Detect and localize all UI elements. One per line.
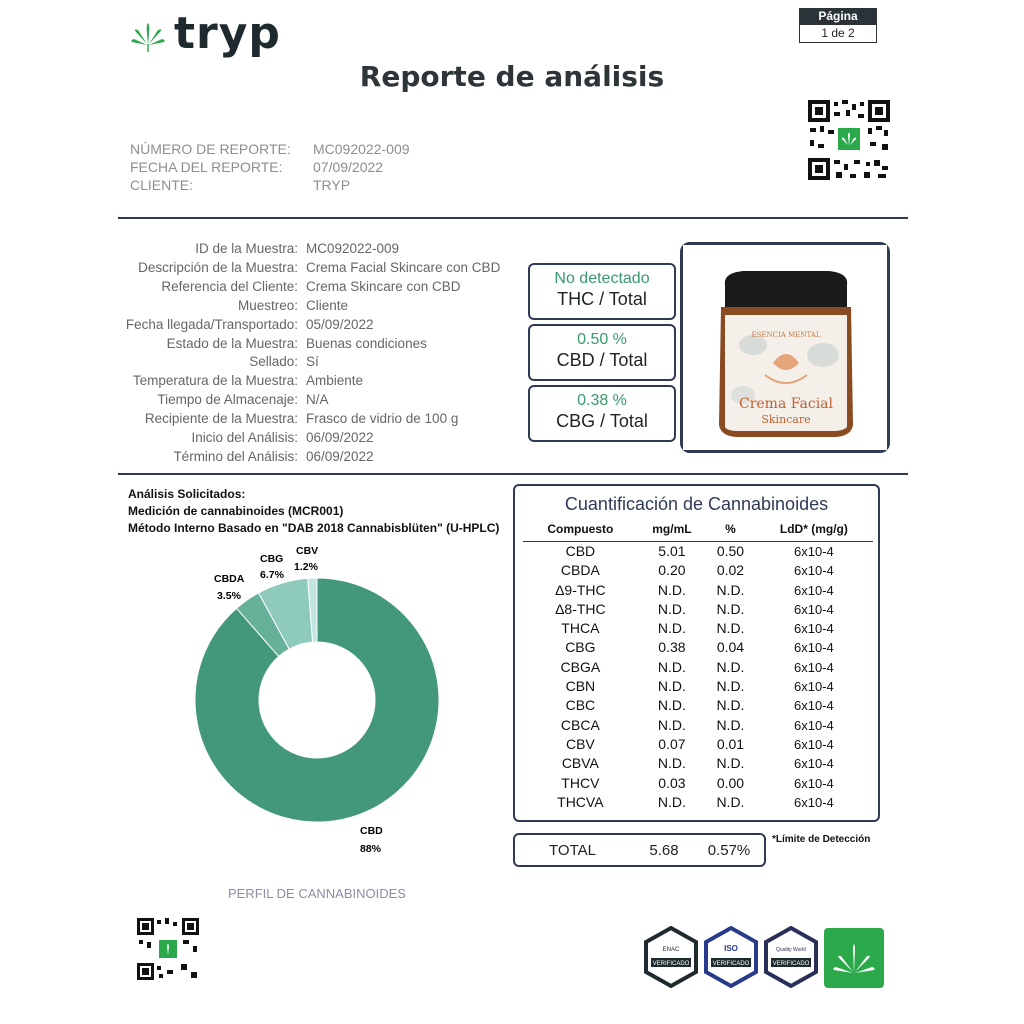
sample-value: Crema Facial Skincare con CBD [306, 259, 501, 275]
sample-info [0, 240, 500, 467]
meta-row [130, 140, 410, 158]
summary-value: 0.38 % [577, 392, 627, 409]
cell-mgml: N.D. [657, 678, 686, 695]
sample-label: Descripción de la Muestra: [138, 259, 298, 275]
table-row [523, 716, 873, 735]
sample-label: Referencia del Cliente: [161, 278, 298, 294]
cell-lod: 6x10-4 [794, 775, 834, 791]
cell-percent: 0.00 [716, 774, 745, 791]
table-row [523, 696, 873, 715]
label-cbv-name: CBV [296, 545, 319, 557]
sample-value: Frasco de vidrio de 100 g [306, 411, 459, 427]
total-mg: 5.68 [649, 841, 679, 859]
page-value: 1 de 2 [799, 24, 877, 43]
sample-value: Crema Skincare con CBD [306, 278, 461, 294]
sample-value: MC092022-009 [306, 241, 400, 256]
cell-compound: CBD [565, 543, 596, 559]
cell-percent: N.D. [716, 678, 745, 695]
summary-value: No detectado [554, 270, 650, 287]
sample-row [0, 297, 500, 316]
meta-row [130, 158, 410, 176]
cell-compound: CBG [565, 639, 596, 656]
divider [118, 217, 908, 219]
table-row [523, 793, 873, 812]
meta-value: MC092022-009 [313, 141, 410, 157]
cell-mgml: 0.38 [658, 639, 686, 656]
table-header-row [523, 522, 873, 542]
cell-percent: 0.01 [716, 735, 745, 752]
cell-mgml: N.D. [657, 793, 686, 810]
product-photo [680, 242, 890, 453]
summary-cbd [528, 324, 676, 381]
cell-percent: N.D. [716, 716, 745, 733]
cell-mgml: N.D. [657, 716, 686, 733]
cell-mgml: N.D. [657, 755, 686, 772]
summary-value: 0.50 % [577, 331, 627, 348]
table-row [523, 658, 873, 677]
cell-mgml: 0.07 [658, 735, 686, 752]
label-cbg-pct: 6.7% [260, 569, 284, 581]
meta-value: TRYP [313, 177, 351, 193]
sample-label: Muestreo: [237, 297, 298, 313]
label-cbv-pct: 1.2% [294, 561, 318, 573]
sample-row [0, 240, 500, 259]
sample-label: Fecha llegada/Transportado: [125, 316, 298, 332]
cannabis-leaf-icon [128, 14, 168, 54]
sample-label: Estado de la Muestra: [166, 335, 298, 351]
label-cbd-name: CBD [360, 825, 383, 837]
sample-value: Cliente [306, 297, 349, 313]
table-title: Cuantificación de Cannabinoides [564, 494, 829, 514]
product-name-1: Crema Facial [738, 396, 834, 412]
cell-lod: 6x10-4 [794, 756, 834, 772]
cell-mgml: 0.03 [658, 774, 686, 791]
table-row [523, 677, 873, 696]
cell-compound: THCVA [557, 793, 604, 810]
sample-row [0, 335, 500, 354]
cell-compound: CBC [565, 697, 596, 714]
col-header: LdD* (mg/g) [755, 522, 873, 542]
enac-badge-icon [643, 926, 699, 988]
meta-label: CLIENTE: [130, 177, 194, 193]
lod-footnote: *Límite de Detección [772, 834, 871, 845]
requested-analyses [128, 486, 499, 537]
cell-mgml: N.D. [657, 600, 686, 617]
table-row [523, 774, 873, 793]
sample-label: Sellado: [249, 354, 298, 370]
page-title: Reporte de análisis [359, 60, 665, 93]
label-cbda-pct: 3.5% [217, 590, 241, 602]
report-meta [130, 140, 410, 194]
sample-label: Tiempo de Almacenaje: [157, 392, 298, 408]
cell-compound: CBCA [560, 716, 600, 733]
cell-mgml: 0.20 [658, 562, 686, 579]
page-label: Página [799, 8, 877, 24]
table-row [523, 542, 873, 562]
badge-name: ISO [724, 944, 738, 953]
cream-jar-image [683, 245, 887, 450]
sample-label: Recipiente de la Muestra: [144, 411, 298, 427]
badge-name: Quality World [776, 947, 806, 953]
cell-lod: 6x10-4 [794, 563, 834, 579]
col-header: % [706, 522, 755, 542]
meta-value: 07/09/2022 [313, 159, 384, 175]
badge-text: VERIFICADO [712, 961, 750, 967]
table-row [523, 561, 873, 580]
sample-value: 06/09/2022 [306, 430, 374, 446]
sample-label: Término del Análisis: [173, 448, 298, 464]
table-row [523, 638, 873, 657]
sample-value: Ambiente [306, 373, 364, 389]
summary-label: THC / Total [557, 289, 647, 309]
quantification-table [513, 484, 880, 822]
quality-world-badge-icon [763, 926, 819, 988]
sample-value: N/A [306, 392, 329, 408]
cell-compound: Δ9-THC [555, 581, 606, 598]
sample-value: Sí [306, 354, 319, 370]
sample-row [0, 429, 500, 448]
summary-label: CBG / Total [556, 411, 648, 431]
table-row [523, 735, 873, 754]
label-cbd-pct: 88% [360, 843, 382, 855]
col-header: mg/mL [638, 522, 706, 542]
cell-lod: 6x10-4 [794, 601, 834, 617]
label-cbda-name: CBDA [214, 573, 245, 585]
sample-row [0, 353, 500, 372]
sample-value: Buenas condiciones [306, 335, 427, 351]
cell-percent: N.D. [716, 755, 745, 772]
summary-thc [528, 263, 676, 320]
table-row [523, 754, 873, 773]
cell-lod: 6x10-4 [794, 794, 834, 810]
qr-code-icon[interactable] [137, 918, 199, 980]
cell-percent: N.D. [716, 697, 745, 714]
badge-name: ENAC [662, 947, 680, 953]
summary-cbg [528, 385, 676, 442]
meta-label: NÚMERO DE REPORTE: [130, 141, 291, 157]
divider [118, 473, 908, 475]
cell-percent: N.D. [716, 793, 745, 810]
cell-percent: N.D. [716, 620, 745, 637]
sample-row [0, 259, 500, 278]
cell-compound: CBN [565, 678, 596, 695]
cannabinoid-table [523, 522, 873, 812]
iso-badge-icon [703, 926, 759, 988]
cell-compound: CBGA [560, 658, 601, 675]
sample-row [0, 448, 500, 467]
qr-code-icon[interactable] [808, 100, 890, 180]
label-cbg-name: CBG [260, 553, 284, 565]
cell-percent: N.D. [716, 581, 745, 598]
requested-line: Método Interno Basado en "DAB 2018 Cannabisblüten" (U-HPLC) [128, 521, 500, 535]
cell-lod: 6x10-4 [794, 640, 834, 656]
sample-value: 05/09/2022 [306, 316, 374, 332]
meta-label: FECHA DEL REPORTE: [130, 159, 283, 175]
sample-label: ID de la Muestra: [195, 241, 298, 256]
cell-percent: 0.04 [716, 639, 745, 656]
cell-compound: CBV [565, 735, 595, 752]
sample-row [0, 410, 500, 429]
badge-text: VERIFICADO [652, 961, 690, 967]
product-brand: ESENCIA MENTAL [751, 331, 821, 339]
requested-heading: Análisis Solicitados: [128, 487, 246, 501]
cell-lod: 6x10-4 [794, 698, 834, 714]
summary-label: CBD / Total [556, 350, 648, 370]
product-name-2: Skincare [761, 413, 811, 426]
total-row [513, 833, 766, 867]
cell-lod: 6x10-4 [794, 659, 834, 675]
sample-row [0, 372, 500, 391]
cell-percent: 0.50 [716, 543, 745, 559]
table-row [523, 581, 873, 600]
cell-percent: N.D. [716, 600, 745, 617]
cell-lod: 6x10-4 [794, 544, 834, 559]
chart-title: PERFIL DE CANNABINOIDES [228, 886, 406, 901]
total-pct: 0.57% [707, 841, 751, 859]
sample-label: Temperatura de la Muestra: [132, 373, 298, 389]
brand-logo [128, 8, 281, 59]
cell-compound: THCV [561, 774, 600, 791]
cell-mgml: N.D. [657, 620, 686, 637]
table-row [523, 619, 873, 638]
col-header: Compuesto [523, 522, 638, 542]
cell-mgml: N.D. [657, 697, 686, 714]
cell-percent: 0.02 [716, 562, 745, 579]
sample-row [0, 316, 500, 335]
cell-lod: 6x10-4 [794, 679, 834, 695]
requested-line: Medición de cannabinoides (MCR001) [128, 504, 344, 518]
cell-lod: 6x10-4 [794, 621, 834, 637]
cell-compound: Δ8-THC [555, 600, 606, 617]
badge-text: VERIFICADO [772, 961, 810, 967]
cell-percent: N.D. [716, 658, 745, 675]
sample-row [0, 278, 500, 297]
table-row [523, 600, 873, 619]
cell-compound: THCA [561, 620, 600, 637]
cell-lod: 6x10-4 [794, 717, 834, 733]
cell-mgml: N.D. [657, 581, 686, 598]
cannabinoid-donut-chart [180, 540, 480, 870]
sample-row [0, 391, 500, 410]
cell-lod: 6x10-4 [794, 736, 834, 752]
brand-leaf-badge-icon [824, 928, 884, 988]
sample-value: 06/09/2022 [306, 448, 374, 464]
total-label: TOTAL [549, 841, 596, 859]
brand-name: tryp [174, 8, 281, 59]
meta-row [130, 176, 410, 194]
cell-compound: CBDA [560, 562, 600, 579]
cell-compound: CBVA [561, 755, 599, 772]
page-indicator [799, 8, 877, 43]
cell-mgml: 5.01 [658, 543, 686, 559]
sample-label: Inicio del Análisis: [191, 430, 298, 446]
cell-mgml: N.D. [657, 658, 686, 675]
cell-lod: 6x10-4 [794, 582, 834, 598]
